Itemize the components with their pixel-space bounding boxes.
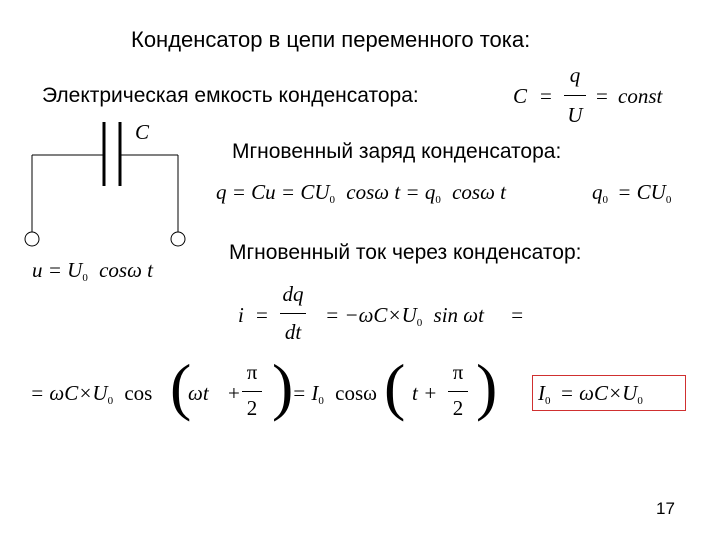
line3-sub2: 0	[318, 395, 324, 407]
line3-cos2: cosω	[335, 381, 377, 405]
line3-plus: +	[228, 381, 240, 405]
current-eq: =	[256, 303, 268, 327]
cap-lhs: C	[513, 84, 528, 108]
voltage-sub: 0	[82, 272, 88, 284]
line3-t: t +	[412, 381, 438, 405]
current-sub: 0	[416, 317, 423, 329]
current-rest: sin ωt	[433, 303, 484, 327]
charge-part2: cosω t = q	[346, 180, 436, 204]
charge-sub2: 0	[435, 194, 441, 206]
boxed-sub: 0	[545, 395, 551, 407]
charge-q0-sub: 0	[602, 194, 608, 206]
line3-main: = ωC×U	[30, 381, 108, 405]
charge-part3: cosω t	[452, 180, 507, 204]
line3-paren2-close: )	[476, 351, 498, 422]
line3-pi2: π	[452, 360, 464, 384]
boxed-formula	[538, 381, 643, 406]
line3-sub1: 0	[107, 395, 114, 407]
cap-eq1: =	[540, 84, 552, 108]
line3-pi: π	[246, 360, 258, 384]
boxed-rest: = ωC×U	[559, 381, 638, 405]
charge-amplitude-formula	[592, 180, 671, 205]
voltage-main: u = U	[32, 258, 83, 282]
charge-q0: q	[592, 180, 603, 204]
current-numerator: dq	[282, 282, 304, 306]
capacitance-label: Электрическая емкость конденсатора:	[42, 84, 419, 107]
cap-denominator: U	[567, 103, 583, 127]
cap-rhs: const	[618, 84, 663, 108]
charge-sub1: 0	[329, 194, 336, 206]
current-denominator: dt	[284, 320, 302, 344]
boxed-sub2: 0	[637, 395, 643, 407]
cap-eq2: =	[596, 84, 608, 108]
boxed-I: I	[538, 381, 545, 405]
charge-q0-sub2: 0	[665, 194, 672, 206]
terminal-left	[25, 232, 39, 246]
circuit-capacitor-label: C	[135, 120, 150, 144]
current-fraction-bar	[280, 313, 306, 314]
line3-two: 2	[246, 396, 258, 420]
line3-paren-open: (	[170, 351, 192, 422]
line3-paren-close: )	[272, 351, 294, 422]
line3-eq: = I	[292, 381, 319, 405]
current-part: = −ωC×U	[325, 303, 417, 327]
line3-fraction-bar	[242, 391, 262, 392]
line3-cos: cos	[124, 381, 153, 405]
charge-formula	[216, 180, 506, 205]
line3-fraction-bar2	[448, 391, 468, 392]
charge-label: Мгновенный заряд конденсатора:	[232, 140, 562, 163]
line3-wt: ωt	[188, 381, 209, 405]
current-label: Мгновенный ток через конденсатор:	[229, 241, 582, 264]
line3-paren2-open: (	[384, 351, 406, 422]
line3-part1	[30, 381, 152, 406]
line3-two2: 2	[452, 396, 464, 420]
current-i: i	[238, 303, 244, 327]
charge-part1: q = Cu = CU	[216, 180, 330, 204]
current-rhs	[325, 303, 523, 328]
terminal-right	[171, 232, 185, 246]
slide-title: Конденсатор в цепи переменного тока:	[131, 27, 531, 52]
cap-numerator: q	[569, 63, 581, 87]
charge-q0-rest: = CU	[617, 180, 666, 204]
page-number: 17	[656, 499, 675, 518]
voltage-rest: cosω t	[99, 258, 153, 282]
line3-part2	[292, 381, 377, 406]
voltage-formula	[32, 258, 153, 283]
current-end: =	[511, 303, 524, 327]
